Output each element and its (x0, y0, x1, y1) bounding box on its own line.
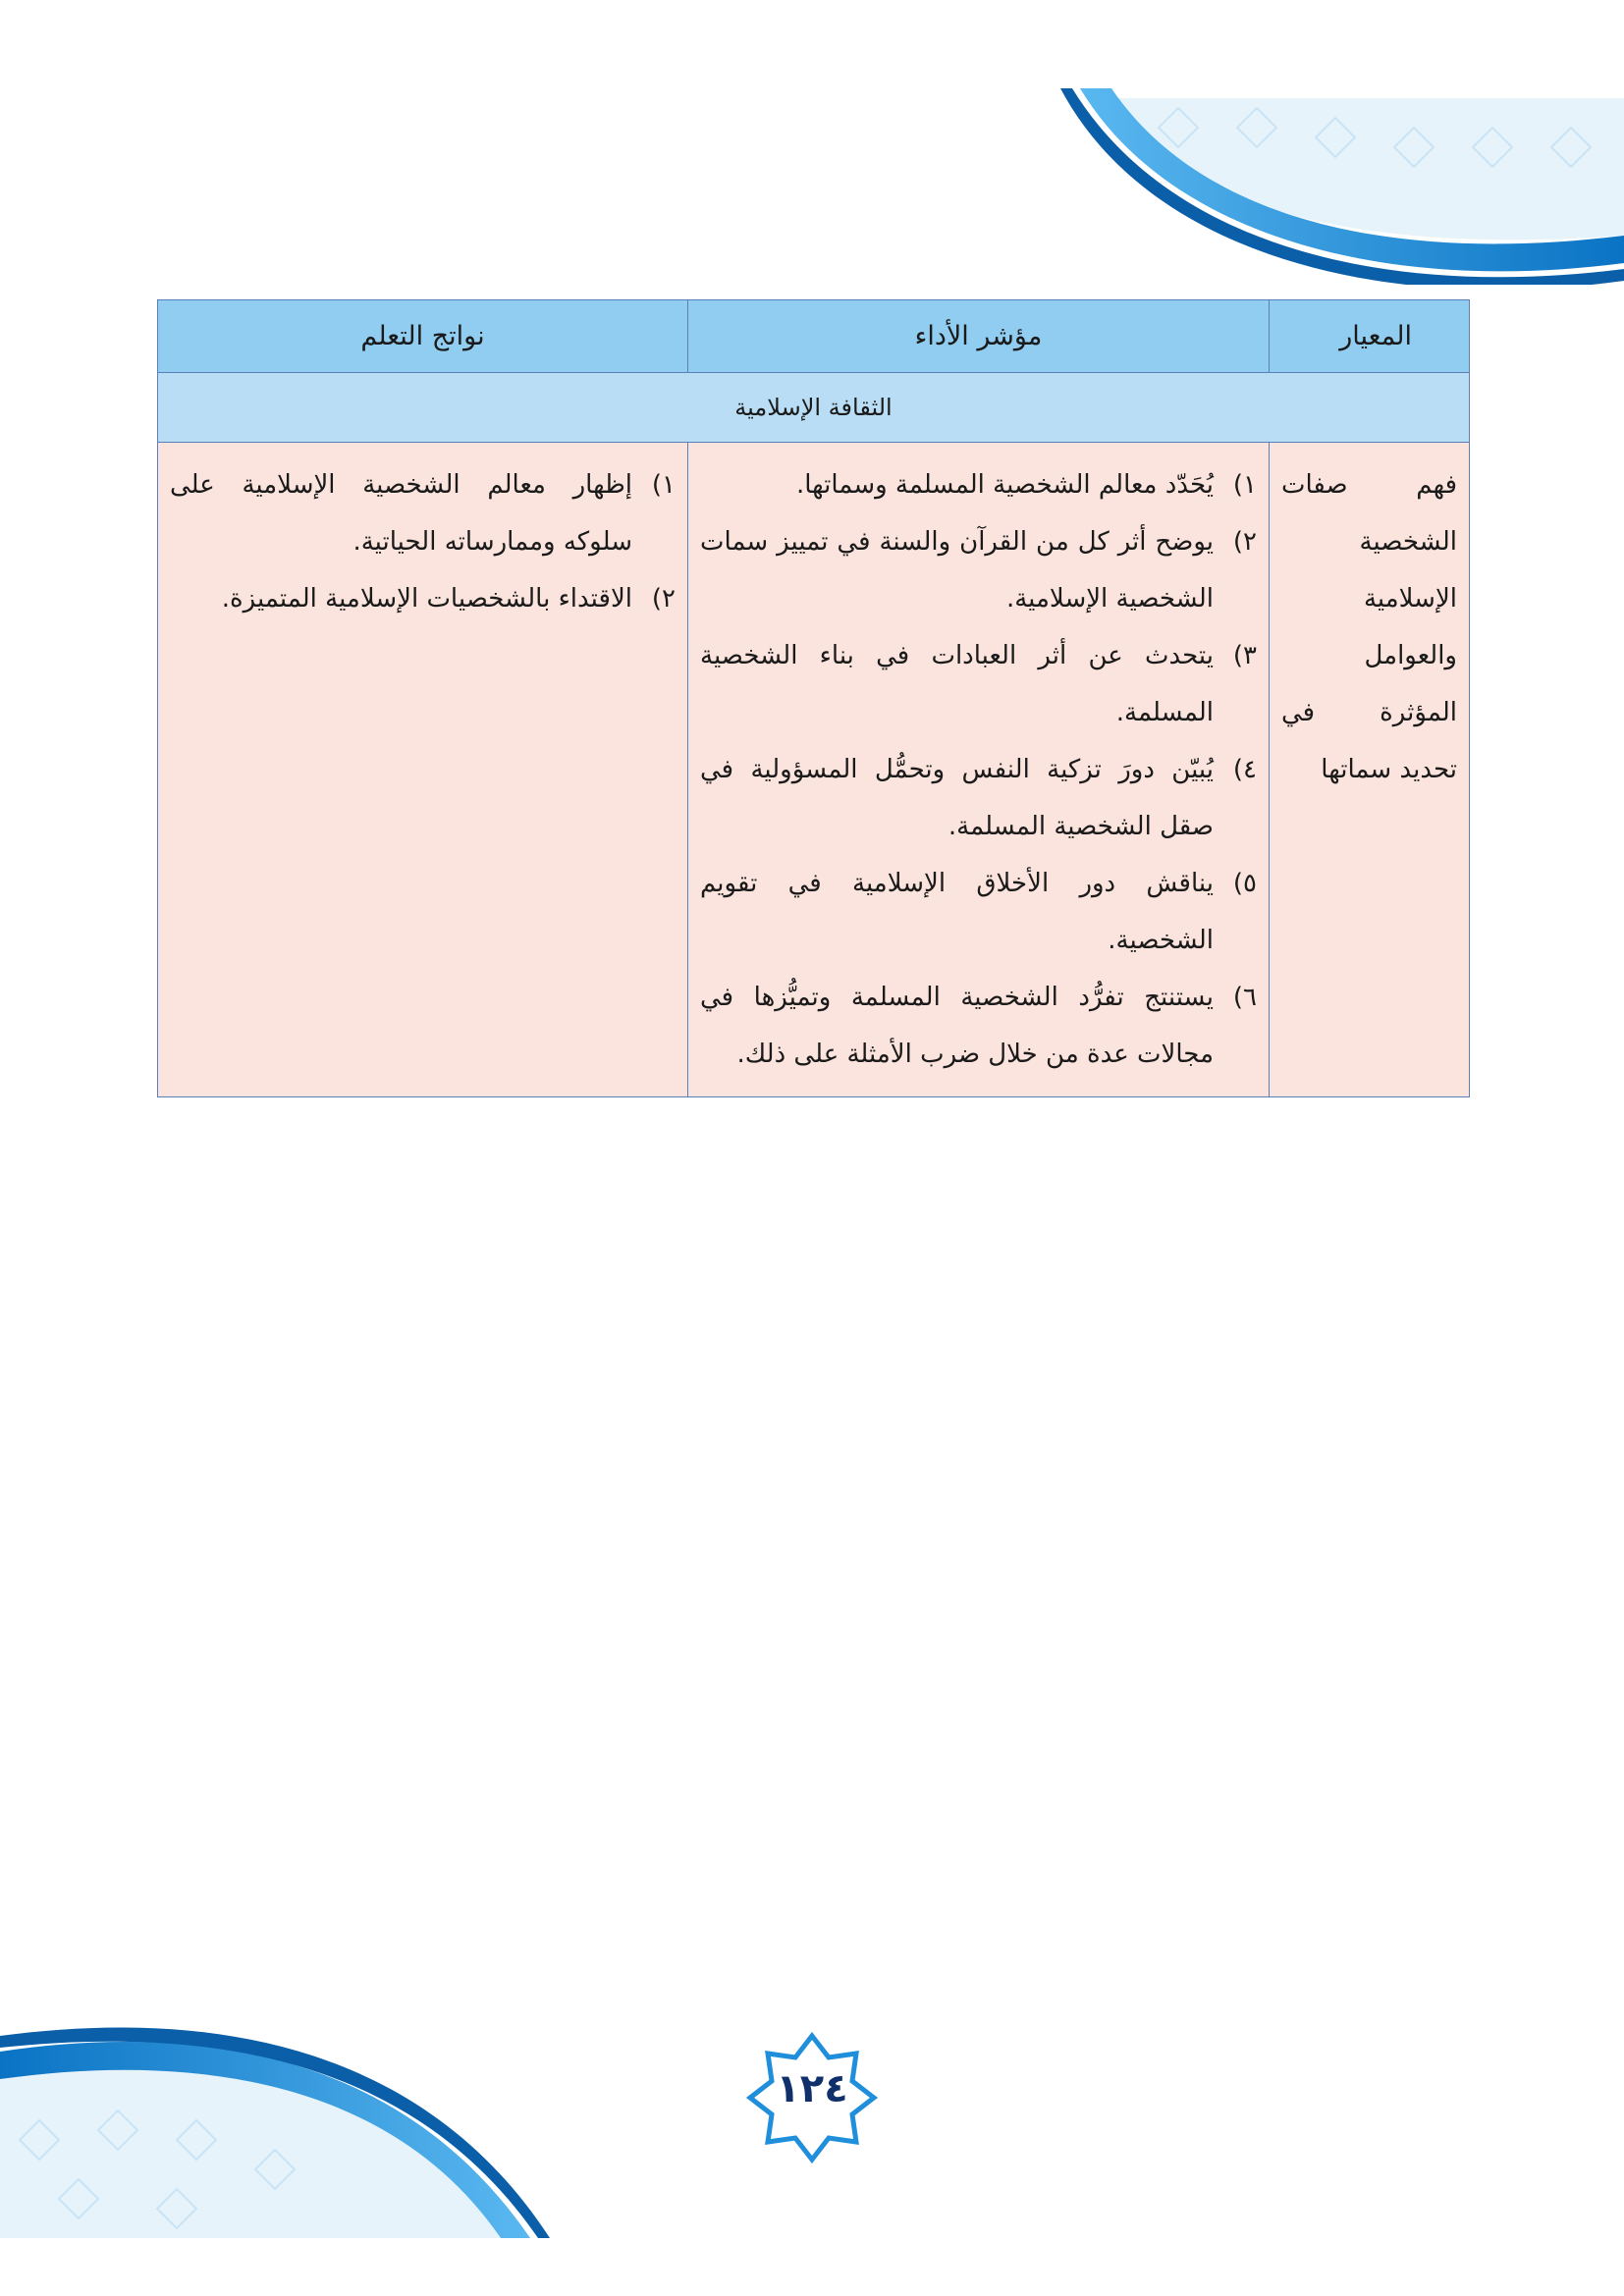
item-number: ٣) (1232, 641, 1257, 670)
list-item (700, 627, 1257, 741)
item-text: يوضح أثر كل من القرآن والسنة في تمييز سمات الشخصية الإسلامية. (700, 527, 1214, 614)
item-number: ٢) (651, 584, 676, 614)
indicators-cell (688, 443, 1270, 1097)
standard-line: فهم صفات (1281, 470, 1457, 500)
standard-line: الشخصية (1359, 527, 1457, 557)
standard-line: المؤثرة في (1281, 698, 1457, 727)
standard-line: والعوامل (1364, 641, 1457, 670)
item-text: يستنتج تفرُّد الشخصية المسلمة وتميُّزها في مجالات عدة من خلال ضرب الأمثلة على ذلك. (700, 983, 1214, 1069)
item-text: الاقتداء بالشخصيات الإسلامية المتميزة. (221, 584, 632, 614)
section-title: الثقافة الإسلامية (158, 373, 1470, 443)
outcomes-cell (158, 443, 688, 1097)
standard-line: تحديد سماتها (1321, 755, 1457, 784)
item-number: ٥) (1232, 869, 1257, 898)
list-item (700, 513, 1257, 627)
section-row (158, 373, 1470, 443)
item-number: ١) (651, 470, 676, 500)
bottom-decorative-wave (0, 2022, 550, 2238)
outcomes-list (170, 456, 676, 627)
item-number: ٢) (1232, 527, 1257, 557)
list-item (700, 969, 1257, 1083)
list-item (700, 456, 1257, 513)
list-item (700, 741, 1257, 855)
top-decorative-wave (1060, 88, 1624, 285)
list-item (700, 855, 1257, 969)
header-standard: المعيار (1270, 300, 1470, 373)
list-item (170, 570, 676, 627)
list-item (170, 456, 676, 570)
header-learning-outcomes: نواتج التعلم (158, 300, 688, 373)
table-header-row (158, 300, 1470, 373)
page-number: ١٢٤ (776, 2066, 848, 2111)
item-text: يناقش دور الأخلاق الإسلامية في تقويم الشخصية. (700, 869, 1214, 955)
item-number: ١) (1232, 470, 1257, 500)
curriculum-table (157, 299, 1470, 1097)
item-number: ٦) (1232, 983, 1257, 1012)
indicators-list (700, 456, 1257, 1083)
table-body-row (158, 443, 1470, 1097)
item-text: إظهار معالم الشخصية الإسلامية على سلوكه وممارساته الحياتية. (170, 470, 632, 557)
item-text: يُحَدّد معالم الشخصية المسلمة وسماتها. (795, 470, 1214, 500)
item-text: يتحدث عن أثر العبادات في بناء الشخصية المسلمة. (700, 641, 1214, 727)
standard-line: الإسلامية (1363, 584, 1457, 614)
item-number: ٤) (1232, 755, 1257, 784)
standard-cell (1270, 443, 1470, 1097)
header-performance-indicator: مؤشر الأداء (688, 300, 1270, 373)
item-text: يُبيّن دورَ تزكية النفس وتحمُّل المسؤولية في صقل الشخصية المسلمة. (700, 755, 1214, 841)
